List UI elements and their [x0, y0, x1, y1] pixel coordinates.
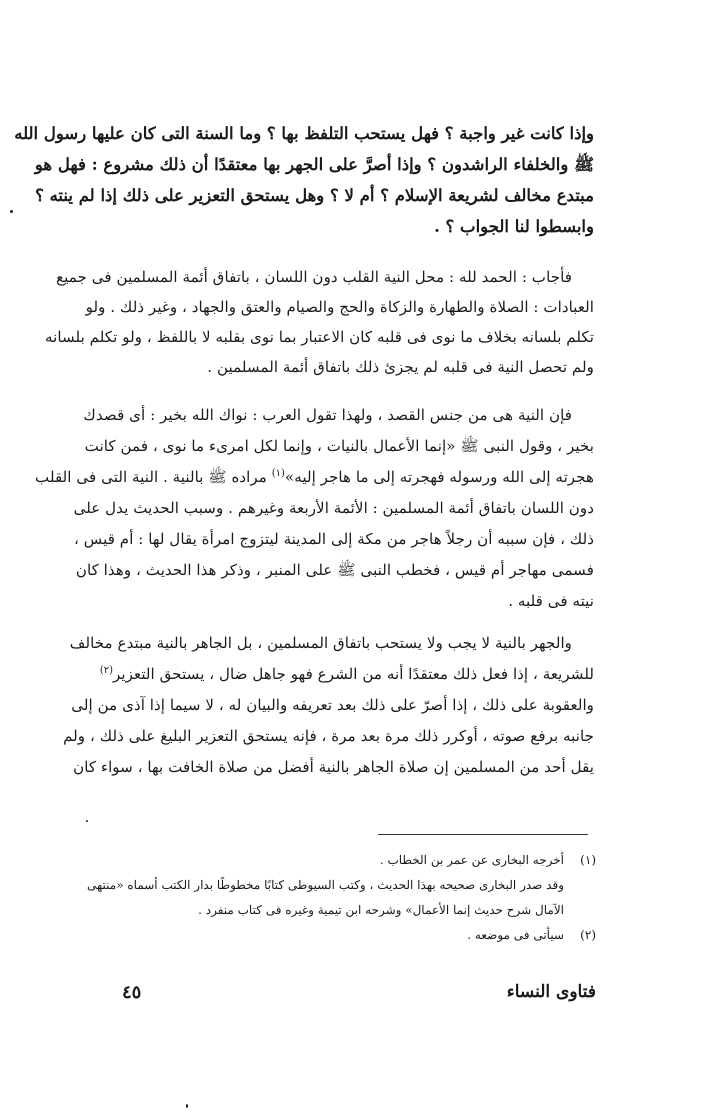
question-line: ﷺ والخلفاء الراشدون ؟ وإذا أصرَّ على الجهر بها معتقدًا أن ذلك مشروع : فهل هو — [34, 155, 594, 174]
footnote-mark-2[interactable]: (٢) — [99, 664, 114, 676]
footnote-2 — [126, 923, 596, 948]
tazir-text: للشريعة ، إذا فعل ذلك معتقدًا أنه من الشرع فهو جاهل ضال ، يستحق التعزير — [113, 665, 594, 683]
paragraph-line: والعقوبة على ذلك ، إذا أصرّ على ذلك بعد تعريفه والبيان له ، لا سيما إذا آذى من إلى — [71, 696, 594, 714]
paragraph-line: فأجاب : الحمد لله : محل النية القلب دون اللسان ، باتفاق أئمة المسلمين فى جميع — [56, 268, 572, 286]
footnote-number: (١) — [580, 853, 596, 867]
footnote-number: (٢) — [580, 928, 596, 942]
scan-speck — [86, 820, 88, 822]
running-title: فتاوى النساء — [506, 982, 596, 1002]
paragraph-line: نيته فى قلبه . — [508, 592, 594, 610]
footnotes — [87, 848, 596, 948]
answer-paragraph-3 — [63, 628, 594, 783]
footnote-divider — [378, 834, 588, 835]
footnote-line: وقد صدر البخارى صحيحه بهذا الحديث ، وكتب السيوطى كتابًا مخطوطًا بدار الكتب أسماه «منتهى — [87, 878, 564, 892]
answer-paragraph-1 — [45, 262, 594, 382]
paragraph-line: دون اللسان باتفاق أئمة المسلمين : الأئمة الأربعة وغيرهم . وسبب الحديث يدل على — [73, 499, 594, 517]
paragraph-line: تكلم بلسانه بخلاف ما نوى فى قلبه كان الاعتبار بما نوى بقلبه لا باللفظ ، ولو تكلم بلسانه — [45, 328, 594, 346]
paragraph-line: العبادات : الصلاة والطهارة والزكاة والحج والصيام والعتق والجهاد ، وغير ذلك . ولو — [85, 298, 594, 316]
footnote-mark-1[interactable]: (١) — [271, 467, 285, 479]
paragraph-line: يقل أحد من المسلمين إن صلاة الجاهر بالنية أفضل من صلاة الخافت بها ، سواء كان — [73, 758, 594, 776]
paragraph-line: بخير ، وقول النبى ﷺ «إنما الأعمال بالنيات ، وإنما لكل امرىء ما نوى ، فمن كانت — [84, 437, 594, 455]
paragraph-line — [35, 462, 594, 493]
paragraph-line: ولم تحصل النية فى قلبه لم يجزئ ذلك باتفاق أئمة المسلمين . — [207, 358, 594, 376]
question-line: وابسطوا لنا الجواب ؟ . — [434, 217, 594, 236]
page-number: ٤٥ — [122, 982, 142, 1003]
question-text — [14, 118, 594, 242]
paragraph-line: فسمى مهاجر أم قيس ، فخطب النبى ﷺ على المنبر ، وذكر هذا الحديث ، وهذا كان — [75, 561, 594, 579]
paragraph-line: فإن النية هى من جنس القصد ، ولهذا تقول العرب : نواك الله بخير : أى قصدك — [83, 406, 572, 424]
answer-paragraph-2 — [35, 400, 594, 617]
paragraph-line: والجهر بالنية لا يجب ولا يستحب باتفاق المسلمين ، بل الجاهر بالنية مبتدع مخالف — [69, 634, 572, 652]
footnote-line: سيأتى فى موضعه . — [467, 928, 564, 942]
question-line: مبتدع مخالف لشريعة الإسلام ؟ أم لا ؟ وهل يستحق التعزير على ذلك إذا لم ينته ؟ — [35, 186, 594, 205]
paragraph-line: ذلك ، فإن سببه أن رجلاً هاجر من مكة إلى المدينة ليتزوج امرأة يقال لها : أم قيس ، — [74, 530, 594, 548]
footnote-1 — [126, 848, 596, 873]
hadith-meaning-text: مراده ﷺ بالنية . النية التى فى القلب — [35, 468, 267, 486]
paragraph-line: جانبه برفع صوته ، أوكرر ذلك مرة بعد مرة ، فإنه يستحق التعزير البليغ على ذلك ، ولم — [63, 727, 594, 745]
paragraph-line — [99, 659, 594, 690]
question-line: وإذا كانت غير واجبة ؟ فهل يستحب التلفظ بها ؟ وما السنة التى كان عليها رسول الله — [14, 124, 594, 143]
hadith-end-text: هجرته إلى الله ورسوله فهجرته إلى ما هاجر إليه» — [284, 468, 594, 486]
scan-speck — [10, 210, 13, 213]
footnote-line: أخرجه البخارى عن عمر بن الخطاب . — [379, 853, 564, 867]
scan-speck — [186, 1104, 188, 1108]
footnote-line: الآمال شرح حديث إنما الأعمال» وشرحه ابن تيمية وغيره فى كتاب منفرد . — [198, 903, 564, 917]
